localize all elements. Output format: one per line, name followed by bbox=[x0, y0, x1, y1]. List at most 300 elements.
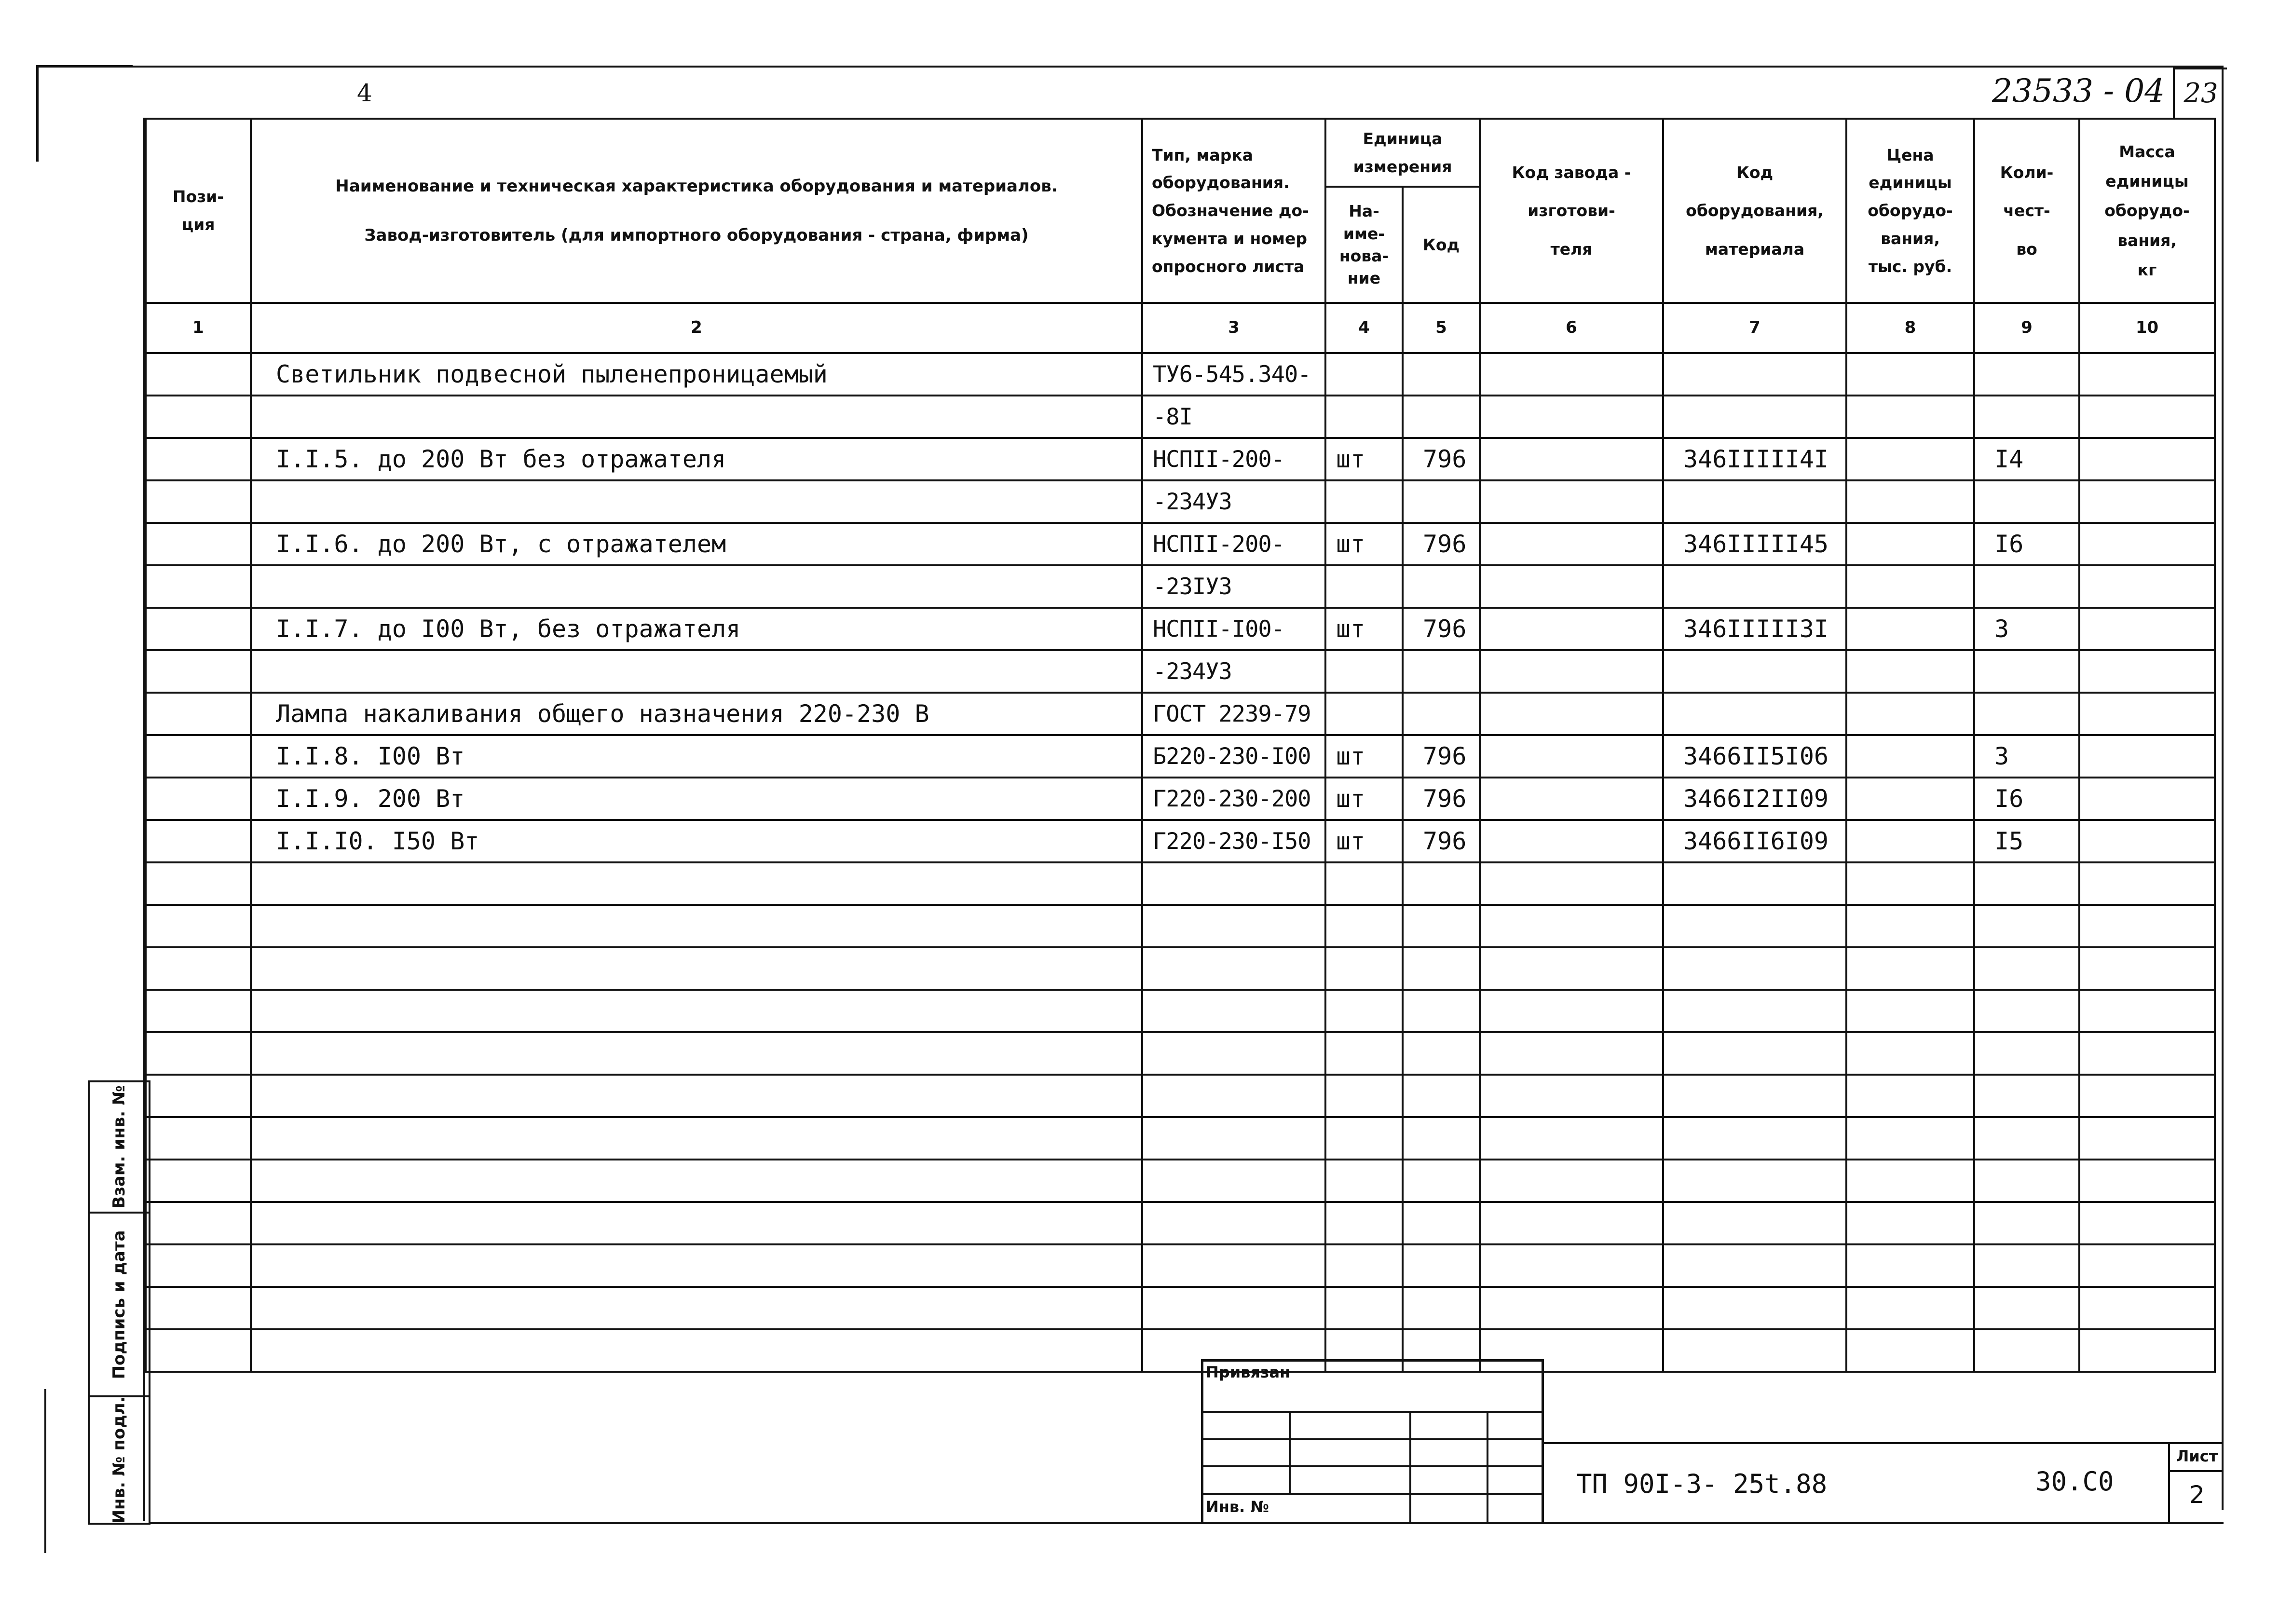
cell-factory bbox=[1480, 353, 1663, 396]
stamp-line bbox=[1201, 1493, 1543, 1495]
table-row-empty bbox=[146, 905, 2215, 947]
empty-cell bbox=[1403, 1287, 1480, 1329]
empty-cell bbox=[1480, 862, 1663, 905]
empty-cell bbox=[1142, 1202, 1325, 1244]
col-number: 3 bbox=[1142, 303, 1325, 353]
cell-mass bbox=[2079, 523, 2215, 565]
empty-cell bbox=[1403, 1329, 1480, 1372]
empty-cell bbox=[1142, 862, 1325, 905]
cell-qty: I5 bbox=[1974, 820, 2079, 862]
empty-cell bbox=[1480, 990, 1663, 1032]
cell-mass bbox=[2079, 480, 2215, 523]
table-row-empty bbox=[146, 1287, 2215, 1329]
empty-cell bbox=[2079, 990, 2215, 1032]
empty-cell bbox=[1974, 1160, 2079, 1202]
empty-cell bbox=[1480, 947, 1663, 990]
header-position: Пози- ция bbox=[146, 119, 251, 303]
frame-top-line bbox=[87, 66, 2224, 68]
cell-equip: 346IIIII3I bbox=[1663, 608, 1846, 650]
empty-cell bbox=[1142, 990, 1325, 1032]
table-row-empty bbox=[146, 1202, 2215, 1244]
cell-equip bbox=[1663, 650, 1846, 693]
cell-equip: 346IIIII4I bbox=[1663, 438, 1846, 480]
header-unit-code: Код bbox=[1403, 187, 1480, 303]
list-label: Лист bbox=[2176, 1447, 2218, 1465]
empty-cell bbox=[1974, 1032, 2079, 1075]
empty-cell bbox=[2079, 1202, 2215, 1244]
cell-code bbox=[1403, 396, 1480, 438]
empty-cell bbox=[1480, 1160, 1663, 1202]
cell-unit: шт bbox=[1325, 608, 1403, 650]
cell-qty bbox=[1974, 480, 2079, 523]
title-document-code: ТП 90I-3- 25t.88 bbox=[1576, 1469, 1828, 1499]
table-row bbox=[146, 735, 2215, 778]
cell-unit bbox=[1325, 480, 1403, 523]
cell-qty: 3 bbox=[1974, 735, 2079, 778]
cell-unit: шт bbox=[1325, 438, 1403, 480]
empty-cell bbox=[1142, 1244, 1325, 1287]
cell-name: I.I.8. I00 Вт bbox=[251, 735, 1142, 778]
cell-code bbox=[1403, 693, 1480, 735]
empty-cell bbox=[1403, 1075, 1480, 1117]
cell-price bbox=[1846, 820, 1974, 862]
cell-pos bbox=[146, 353, 251, 396]
empty-cell bbox=[1663, 905, 1846, 947]
empty-cell bbox=[251, 990, 1142, 1032]
empty-cell bbox=[1403, 1244, 1480, 1287]
table-row bbox=[146, 438, 2215, 480]
empty-cell bbox=[2079, 1160, 2215, 1202]
empty-cell bbox=[1846, 947, 1974, 990]
header-factory-code: Код завода - изготови- теля bbox=[1480, 119, 1663, 303]
col-number: 6 bbox=[1480, 303, 1663, 353]
empty-cell bbox=[1846, 1032, 1974, 1075]
col-number: 5 bbox=[1403, 303, 1480, 353]
frame-right-line bbox=[2222, 66, 2224, 1510]
cell-price bbox=[1846, 650, 1974, 693]
cell-mass bbox=[2079, 693, 2215, 735]
col-number: 7 bbox=[1663, 303, 1846, 353]
empty-cell bbox=[251, 1117, 1142, 1160]
cell-name bbox=[251, 480, 1142, 523]
empty-cell bbox=[146, 1329, 251, 1372]
cell-pos bbox=[146, 438, 251, 480]
frame-corner-left bbox=[36, 65, 39, 162]
sheet-number-top: 23 bbox=[2173, 68, 2227, 120]
empty-cell bbox=[1325, 947, 1403, 990]
cell-unit: шт bbox=[1325, 778, 1403, 820]
header-row-1 bbox=[146, 119, 2215, 187]
list-number: 2 bbox=[2189, 1481, 2205, 1509]
empty-cell bbox=[1480, 1117, 1663, 1160]
table-row bbox=[146, 480, 2215, 523]
empty-cell bbox=[251, 1202, 1142, 1244]
cell-name bbox=[251, 396, 1142, 438]
cell-code: 796 bbox=[1403, 820, 1480, 862]
table-row-empty bbox=[146, 1075, 2215, 1117]
cell-equip bbox=[1663, 693, 1846, 735]
empty-cell bbox=[1974, 1329, 2079, 1372]
cell-price bbox=[1846, 693, 1974, 735]
cell-mass bbox=[2079, 608, 2215, 650]
table-row bbox=[146, 396, 2215, 438]
cell-code: 796 bbox=[1403, 438, 1480, 480]
cell-code bbox=[1403, 565, 1480, 608]
cell-mass bbox=[2079, 778, 2215, 820]
empty-cell bbox=[1325, 862, 1403, 905]
column-number-row bbox=[146, 303, 2215, 353]
empty-cell bbox=[1846, 990, 1974, 1032]
col-number: 1 bbox=[146, 303, 251, 353]
table-row-empty bbox=[146, 990, 2215, 1032]
list-box-left bbox=[2168, 1442, 2170, 1522]
empty-cell bbox=[1142, 905, 1325, 947]
cell-code: 796 bbox=[1403, 608, 1480, 650]
cell-mass bbox=[2079, 396, 2215, 438]
empty-cell bbox=[1663, 1160, 1846, 1202]
cell-pos bbox=[146, 650, 251, 693]
cell-unit bbox=[1325, 353, 1403, 396]
cell-factory bbox=[1480, 523, 1663, 565]
empty-cell bbox=[1142, 1032, 1325, 1075]
header-equipment-code: Код оборудования, материала bbox=[1663, 119, 1846, 303]
empty-cell bbox=[2079, 1117, 2215, 1160]
empty-cell bbox=[1846, 1287, 1974, 1329]
cell-code bbox=[1403, 353, 1480, 396]
cell-factory bbox=[1480, 565, 1663, 608]
cell-qty bbox=[1974, 650, 2079, 693]
empty-cell bbox=[146, 1202, 251, 1244]
cell-unit: шт bbox=[1325, 820, 1403, 862]
table-row-empty bbox=[146, 862, 2215, 905]
title-block-top bbox=[1542, 1442, 2223, 1444]
stamp-line bbox=[1409, 1411, 1411, 1522]
stamp-line bbox=[1201, 1465, 1543, 1467]
cell-type: Г220-230-200 bbox=[1142, 778, 1325, 820]
header-unit-name: На- име- нова- ние bbox=[1325, 187, 1403, 303]
cell-pos bbox=[146, 778, 251, 820]
cell-unit bbox=[1325, 650, 1403, 693]
empty-cell bbox=[1663, 1329, 1846, 1372]
cell-equip: 3466II6I09 bbox=[1663, 820, 1846, 862]
empty-cell bbox=[1403, 990, 1480, 1032]
empty-cell bbox=[1846, 1117, 1974, 1160]
empty-cell bbox=[1663, 862, 1846, 905]
empty-cell bbox=[1325, 1202, 1403, 1244]
col-number: 4 bbox=[1325, 303, 1403, 353]
empty-cell bbox=[1142, 1075, 1325, 1117]
cell-unit bbox=[1325, 396, 1403, 438]
empty-cell bbox=[1403, 947, 1480, 990]
empty-cell bbox=[1480, 1244, 1663, 1287]
table-row bbox=[146, 820, 2215, 862]
empty-cell bbox=[2079, 905, 2215, 947]
empty-cell bbox=[251, 1032, 1142, 1075]
table-row bbox=[146, 353, 2215, 396]
cell-equip bbox=[1663, 480, 1846, 523]
cell-price bbox=[1846, 353, 1974, 396]
stamp-line bbox=[1487, 1411, 1488, 1522]
empty-cell bbox=[1142, 1287, 1325, 1329]
empty-cell bbox=[2079, 1287, 2215, 1329]
empty-cell bbox=[1846, 1244, 1974, 1287]
cell-factory bbox=[1480, 396, 1663, 438]
empty-cell bbox=[146, 1287, 251, 1329]
empty-cell bbox=[1325, 990, 1403, 1032]
table-row-empty bbox=[146, 947, 2215, 990]
cell-name bbox=[251, 650, 1142, 693]
empty-cell bbox=[1480, 1075, 1663, 1117]
cell-mass bbox=[2079, 353, 2215, 396]
stamp-line bbox=[1201, 1438, 1543, 1440]
empty-cell bbox=[146, 990, 251, 1032]
stamp-border-left bbox=[1201, 1359, 1203, 1522]
cell-factory bbox=[1480, 693, 1663, 735]
empty-cell bbox=[1974, 1202, 2079, 1244]
empty-cell bbox=[1403, 1032, 1480, 1075]
cell-price bbox=[1846, 565, 1974, 608]
cell-factory bbox=[1480, 608, 1663, 650]
cell-equip: 346IIIII45 bbox=[1663, 523, 1846, 565]
cell-price bbox=[1846, 480, 1974, 523]
stamp-privyazan: Привязан bbox=[1206, 1363, 1291, 1381]
cell-pos bbox=[146, 523, 251, 565]
cell-name bbox=[251, 565, 1142, 608]
table-row bbox=[146, 693, 2215, 735]
table-row bbox=[146, 565, 2215, 608]
header-unit-price: Цена единицы оборудо- вания, тыс. руб. bbox=[1846, 119, 1974, 303]
cell-price bbox=[1846, 438, 1974, 480]
header-unit-mass: Масса единицы оборудо- вания, кг bbox=[2079, 119, 2215, 303]
side-label-podpis: Подпись и дата bbox=[109, 1230, 129, 1379]
empty-cell bbox=[1403, 1202, 1480, 1244]
side-label-inv-podl: Инв. № подл. bbox=[109, 1396, 129, 1524]
stamp-line bbox=[1201, 1411, 1543, 1413]
empty-cell bbox=[1325, 1244, 1403, 1287]
cell-price bbox=[1846, 396, 1974, 438]
empty-cell bbox=[251, 1244, 1142, 1287]
empty-cell bbox=[146, 1075, 251, 1117]
cell-type: НСПII-I00- bbox=[1142, 608, 1325, 650]
empty-cell bbox=[1974, 905, 2079, 947]
table-row bbox=[146, 608, 2215, 650]
cell-mass bbox=[2079, 650, 2215, 693]
cell-type: -23IУ3 bbox=[1142, 565, 1325, 608]
empty-cell bbox=[2079, 947, 2215, 990]
cell-unit bbox=[1325, 693, 1403, 735]
cell-pos bbox=[146, 565, 251, 608]
side-box-vzam bbox=[88, 1080, 150, 1214]
cell-unit: шт bbox=[1325, 735, 1403, 778]
cell-qty: I6 bbox=[1974, 523, 2079, 565]
empty-cell bbox=[1480, 1032, 1663, 1075]
empty-cell bbox=[251, 947, 1142, 990]
cell-factory bbox=[1480, 480, 1663, 523]
cell-code bbox=[1403, 650, 1480, 693]
cell-pos bbox=[146, 735, 251, 778]
empty-cell bbox=[1846, 905, 1974, 947]
cell-qty bbox=[1974, 353, 2079, 396]
col-number: 9 bbox=[1974, 303, 2079, 353]
cell-name: I.I.7. до I00 Вт, без отражателя bbox=[251, 608, 1142, 650]
empty-cell bbox=[146, 1117, 251, 1160]
empty-cell bbox=[1663, 1032, 1846, 1075]
empty-cell bbox=[1403, 1160, 1480, 1202]
cell-price bbox=[1846, 735, 1974, 778]
empty-cell bbox=[1325, 1075, 1403, 1117]
empty-cell bbox=[1325, 1160, 1403, 1202]
empty-cell bbox=[2079, 862, 2215, 905]
cell-equip bbox=[1663, 565, 1846, 608]
empty-cell bbox=[1974, 1075, 2079, 1117]
empty-cell bbox=[1325, 1287, 1403, 1329]
empty-cell bbox=[1974, 1117, 2079, 1160]
table-body bbox=[146, 353, 2215, 1372]
cell-qty: I4 bbox=[1974, 438, 2079, 480]
cell-qty bbox=[1974, 565, 2079, 608]
empty-cell bbox=[1142, 1160, 1325, 1202]
cell-type: НСПII-200- bbox=[1142, 523, 1325, 565]
empty-cell bbox=[1142, 1117, 1325, 1160]
cell-price bbox=[1846, 608, 1974, 650]
cell-factory bbox=[1480, 778, 1663, 820]
cell-equip: 3466II5I06 bbox=[1663, 735, 1846, 778]
side-label-vzam: Взам. инв. № bbox=[109, 1085, 129, 1209]
empty-cell bbox=[1480, 1202, 1663, 1244]
cell-factory bbox=[1480, 820, 1663, 862]
empty-cell bbox=[146, 1160, 251, 1202]
table-row-empty bbox=[146, 1244, 2215, 1287]
empty-cell bbox=[1974, 947, 2079, 990]
empty-cell bbox=[146, 1244, 251, 1287]
empty-cell bbox=[1325, 1032, 1403, 1075]
table-row-empty bbox=[146, 1032, 2215, 1075]
empty-cell bbox=[1974, 1244, 2079, 1287]
table-row-empty bbox=[146, 1329, 2215, 1372]
empty-cell bbox=[1846, 1329, 1974, 1372]
empty-cell bbox=[1480, 1287, 1663, 1329]
empty-cell bbox=[1403, 905, 1480, 947]
cell-factory bbox=[1480, 735, 1663, 778]
table-row bbox=[146, 778, 2215, 820]
empty-cell bbox=[1142, 947, 1325, 990]
empty-cell bbox=[1663, 947, 1846, 990]
frame-left-tick bbox=[44, 1389, 46, 1553]
cell-unit: шт bbox=[1325, 523, 1403, 565]
cell-equip: 3466I2II09 bbox=[1663, 778, 1846, 820]
empty-cell bbox=[1403, 1117, 1480, 1160]
empty-cell bbox=[1663, 1202, 1846, 1244]
empty-cell bbox=[1480, 905, 1663, 947]
empty-cell bbox=[1974, 1287, 2079, 1329]
empty-cell bbox=[1480, 1329, 1663, 1372]
stamp-inv-no: Инв. № bbox=[1206, 1498, 1269, 1516]
cell-code bbox=[1403, 480, 1480, 523]
cell-code: 796 bbox=[1403, 735, 1480, 778]
cell-factory bbox=[1480, 438, 1663, 480]
cell-code: 796 bbox=[1403, 778, 1480, 820]
table-row bbox=[146, 650, 2215, 693]
cell-mass bbox=[2079, 438, 2215, 480]
cell-pos bbox=[146, 820, 251, 862]
cell-type: Г220-230-I50 bbox=[1142, 820, 1325, 862]
empty-cell bbox=[251, 905, 1142, 947]
cell-name: I.I.9. 200 Вт bbox=[251, 778, 1142, 820]
cell-type: -234У3 bbox=[1142, 480, 1325, 523]
cell-price bbox=[1846, 523, 1974, 565]
frame-bottom-line bbox=[150, 1522, 2224, 1524]
cell-code: 796 bbox=[1403, 523, 1480, 565]
cell-equip bbox=[1663, 353, 1846, 396]
table-row-empty bbox=[146, 1117, 2215, 1160]
cell-type: ТУ6-545.340- bbox=[1142, 353, 1325, 396]
empty-cell bbox=[251, 862, 1142, 905]
stamp-border-top bbox=[1201, 1359, 1543, 1362]
empty-cell bbox=[146, 1032, 251, 1075]
side-box-podpis bbox=[88, 1212, 150, 1397]
page-number: 4 bbox=[357, 79, 372, 107]
empty-cell bbox=[146, 947, 251, 990]
cell-factory bbox=[1480, 650, 1663, 693]
empty-cell bbox=[2079, 1244, 2215, 1287]
stamp-border-right bbox=[1542, 1359, 1544, 1522]
empty-cell bbox=[1846, 1202, 1974, 1244]
empty-cell bbox=[1974, 862, 2079, 905]
header-unit-group: Единица измерения bbox=[1325, 119, 1480, 187]
empty-cell bbox=[251, 1075, 1142, 1117]
cell-qty bbox=[1974, 693, 2079, 735]
header-type: Тип, марка оборудования. Обозначение до- кумента и номер опросного листа bbox=[1142, 119, 1325, 303]
cell-price bbox=[1846, 778, 1974, 820]
empty-cell bbox=[146, 905, 251, 947]
empty-cell bbox=[251, 1287, 1142, 1329]
empty-cell bbox=[146, 862, 251, 905]
cell-mass bbox=[2079, 820, 2215, 862]
cell-type: Б220-230-I00 bbox=[1142, 735, 1325, 778]
side-box-inv-podl bbox=[88, 1395, 150, 1525]
cell-name: I.I.6. до 200 Вт, с отражателем bbox=[251, 523, 1142, 565]
empty-cell bbox=[251, 1160, 1142, 1202]
cell-name: I.I.I0. I50 Вт bbox=[251, 820, 1142, 862]
table-row bbox=[146, 523, 2215, 565]
empty-cell bbox=[1846, 862, 1974, 905]
empty-cell bbox=[1325, 1117, 1403, 1160]
empty-cell bbox=[1663, 1287, 1846, 1329]
header-quantity: Коли- чест- во bbox=[1974, 119, 2079, 303]
cell-pos bbox=[146, 396, 251, 438]
empty-cell bbox=[1403, 862, 1480, 905]
cell-pos bbox=[146, 608, 251, 650]
cell-qty bbox=[1974, 396, 2079, 438]
empty-cell bbox=[1663, 1075, 1846, 1117]
col-number: 8 bbox=[1846, 303, 1974, 353]
cell-mass bbox=[2079, 565, 2215, 608]
table-row-empty bbox=[146, 1160, 2215, 1202]
stamp-line bbox=[1289, 1411, 1291, 1493]
document-code: 23533 - 04 bbox=[1992, 72, 2165, 109]
cell-type: -8I bbox=[1142, 396, 1325, 438]
cell-pos bbox=[146, 480, 251, 523]
empty-cell bbox=[1846, 1160, 1974, 1202]
empty-cell bbox=[2079, 1032, 2215, 1075]
cell-qty: 3 bbox=[1974, 608, 2079, 650]
empty-cell bbox=[1325, 1329, 1403, 1372]
empty-cell bbox=[1663, 1117, 1846, 1160]
cell-unit bbox=[1325, 565, 1403, 608]
cell-qty: I6 bbox=[1974, 778, 2079, 820]
cell-type: ГОСТ 2239-79 bbox=[1142, 693, 1325, 735]
cell-name: I.I.5. до 200 Вт без отражателя bbox=[251, 438, 1142, 480]
